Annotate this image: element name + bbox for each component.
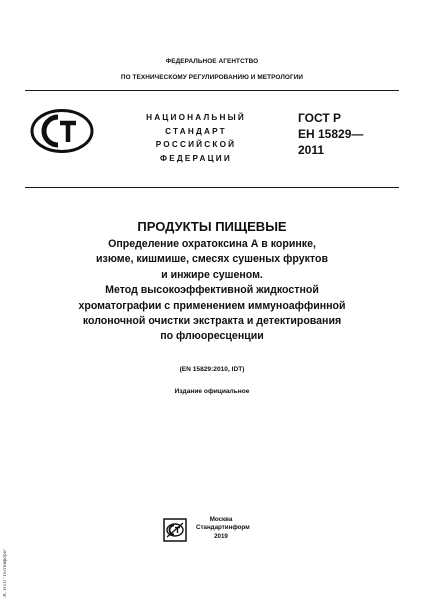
national-line: СТАНДАРТ: [165, 126, 227, 136]
standartinform-logo: [163, 518, 187, 542]
document-description: [40, 237, 384, 345]
gost-r-logo: [30, 108, 94, 154]
header-divider: [25, 90, 399, 91]
agency-name-line-2: ПО ТЕХНИЧЕСКОМУ РЕГУЛИРОВАНИЮ И МЕТРОЛОГИИ: [120, 74, 304, 81]
agency-name-line-1: ФЕДЕРАЛЬНОЕ АГЕНТСТВО: [165, 58, 259, 65]
description-line: колоночной очистки экстракта и детектирования: [82, 315, 342, 328]
description-line: и инжире сушеном.: [161, 268, 263, 281]
publisher-city: Москва: [209, 516, 233, 523]
publication-year: 2019: [214, 532, 228, 540]
description-line: Метод высокоэффективной жидкостной: [105, 284, 319, 297]
publisher-info: [196, 516, 250, 541]
document-title: ПРОДУКТЫ ПИЩЕВЫЕ: [137, 219, 287, 234]
en-reference: (EN 15829:2010, IDT): [179, 366, 245, 373]
national-standard-label: [136, 111, 256, 165]
title-divider: [25, 187, 399, 188]
designation-line: ГОСТ Р: [298, 111, 342, 125]
edition-note: Издание официальное: [174, 388, 250, 395]
description-line: Определение охратоксина А в коринке,: [108, 238, 316, 250]
standard-designation: [298, 110, 363, 158]
description-line: по флюоресценции: [160, 330, 264, 343]
designation-line: 2011: [298, 143, 325, 157]
description-line: хроматографии с применением иммуноаффинной: [78, 299, 346, 312]
national-line: ФЕДЕРАЦИИ: [160, 153, 232, 163]
side-stamp: ЭС НТП "Гостинформ": [3, 548, 8, 598]
description-line: изюме, кишмише, смесях сушеных фруктов: [96, 253, 328, 266]
national-line: НАЦИОНАЛЬНЫЙ: [146, 113, 246, 122]
publisher-name: Стандартинформ: [196, 524, 250, 532]
national-line: РОССИЙСКОЙ: [155, 140, 237, 149]
designation-line: ЕН 15829—: [298, 127, 364, 141]
